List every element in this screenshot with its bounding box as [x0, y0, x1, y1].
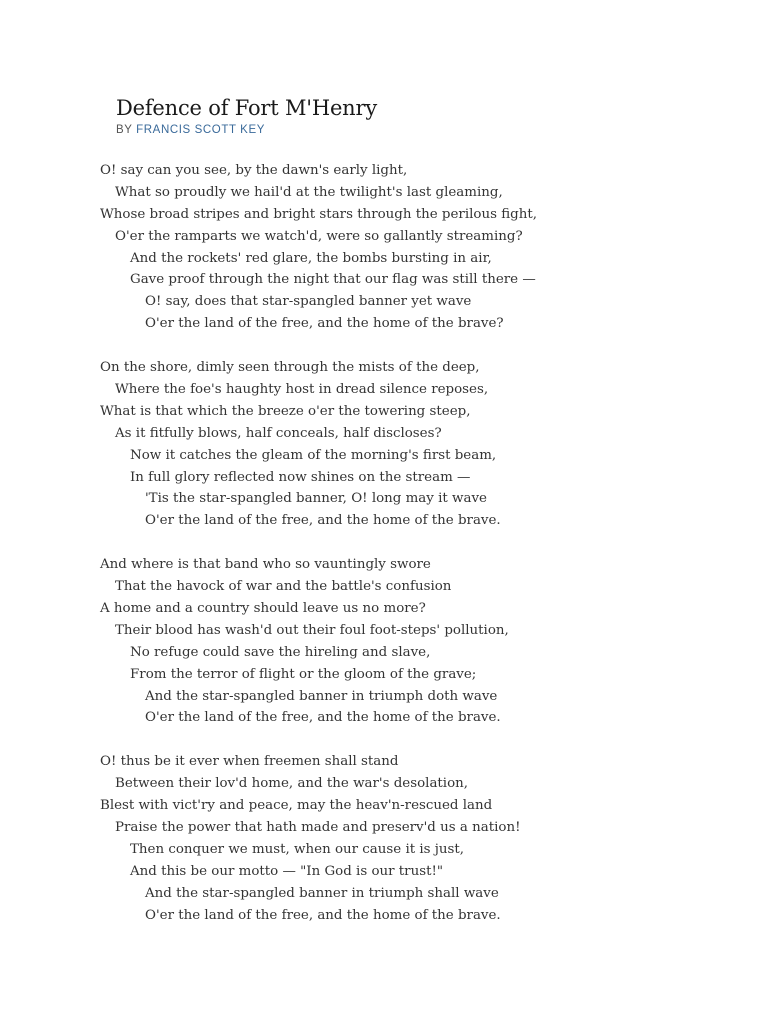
byline-label: BY	[116, 124, 133, 136]
poem-title: Defence of Fort M'Henry	[116, 96, 378, 120]
poem-line: Gave proof through the night that our flag was still there —	[130, 272, 536, 288]
poem-line: O'er the land of the free, and the home of the brave.	[145, 907, 501, 923]
poem-line: Praise the power that hath made and preserv'd us a nation!	[115, 820, 521, 836]
poem-body	[100, 160, 740, 949]
poem-line: What is that which the breeze o'er the towering steep,	[100, 403, 471, 419]
poem-line: On the shore, dimly seen through the mists of the deep,	[100, 360, 480, 376]
poem-line: Blest with vict'ry and peace, may the heav'n-rescued land	[100, 798, 493, 814]
poem-line: As it fitfully blows, half conceals, half discloses?	[115, 425, 442, 441]
poem-line: And where is that band who so vauntingly swore	[100, 557, 431, 573]
poem-line: What so proudly we hail'd at the twilight's last gleaming,	[115, 184, 503, 200]
poem-line: Where the foe's haughty host in dread silence reposes,	[115, 382, 489, 398]
poem-line: No refuge could save the hireling and slave,	[130, 644, 431, 660]
poem-line: That the havock of war and the battle's confusion	[115, 579, 452, 595]
author-link[interactable]: FRANCIS SCOTT KEY	[136, 124, 265, 136]
poem-line: O! say, does that star-spangled banner yet wave	[145, 294, 472, 310]
poem-header	[116, 94, 377, 138]
stanza	[100, 357, 740, 532]
poem-line: And the star-spangled banner in triumph doth wave	[145, 688, 498, 704]
poem-line: O'er the ramparts we watch'd, were so gallantly streaming?	[115, 228, 523, 244]
poem-line: Whose broad stripes and bright stars through the perilous fight,	[100, 206, 537, 222]
poem-line: Then conquer we must, when our cause it is just,	[130, 841, 465, 857]
poem-line: O'er the land of the free, and the home of the brave.	[145, 710, 501, 726]
poem-line: O'er the land of the free, and the home of the brave?	[145, 316, 504, 332]
poem-line: O! thus be it ever when freemen shall stand	[100, 754, 399, 770]
poem-line: From the terror of flight or the gloom of the grave;	[130, 666, 477, 682]
poem-line: 'Tis the star-spangled banner, O! long may it wave	[145, 491, 487, 507]
poem-line: In full glory reflected now shines on the stream —	[130, 469, 471, 485]
poem-line: O'er the land of the free, and the home of the brave.	[145, 513, 501, 529]
poem-line: Their blood has wash'd out their foul foot-steps' pollution,	[115, 622, 509, 638]
poem-line: Between their lov'd home, and the war's desolation,	[115, 776, 469, 792]
byline	[116, 122, 377, 138]
stanza	[100, 160, 740, 335]
poem-line: A home and a country should leave us no more?	[100, 601, 426, 617]
stanza	[100, 554, 740, 729]
poem-line: And this be our motto — "In God is our trust!"	[130, 863, 443, 879]
poem-line: O! say can you see, by the dawn's early light,	[100, 163, 408, 178]
stanza	[100, 751, 740, 926]
poem-line: And the star-spangled banner in triumph shall wave	[145, 885, 499, 901]
poem-line: Now it catches the gleam of the morning's first beam,	[130, 447, 497, 463]
poem-line: And the rockets' red glare, the bombs bursting in air,	[130, 250, 492, 266]
